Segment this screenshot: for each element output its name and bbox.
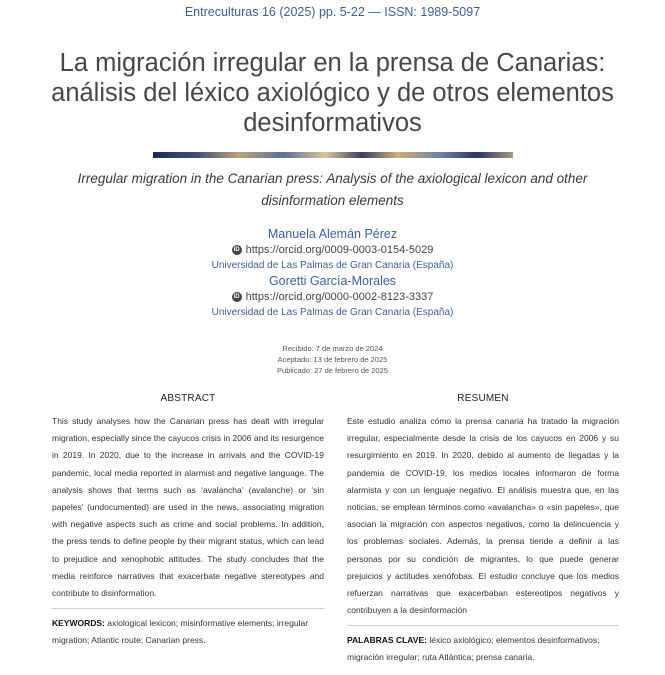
resumen-text: Este estudio analiza cómo la prensa canaria ha tratado la migración irregular, especialmente desde la crisis de los cayucos en 2006 y su resurgimiento en 2019. In 2020, debido al aumento de llegadas y la pandemia de COVID-19, los medios locales informaron de forma alarmista y con un lenguaje negativo. El análisis muestra que, en las noticias, se emplean términos como «avalancha» o «sin papeles», que asocian la migración con aspectos negativos, como la delincuencia y los problemas sociales. Además, la prensa tiende a definir a las personas por su condición de migrantes, lo que puede generar prejuicios y actitudes xenófobas. El estudio concluye que los medios refuerzan narrativas que exacerbaban estereotipos negativos y contribuyen a la desinformación [347,416,619,616]
abstract-heading: ABSTRACT [160,393,216,404]
received-date: Recibido: 7 de marzo de 2024 [282,344,383,353]
author-affiliation: Universidad de Las Palmas de Gran Canaria (España) [211,260,454,271]
orcid-icon: iD [233,294,240,300]
decorative-banner [153,152,513,158]
title-line: La migración irregular en la prensa de Canarias: [59,49,606,77]
english-title [20,168,645,212]
author-name: Manuela Alemán Pérez [267,227,398,241]
author-block [0,273,665,320]
author-name: Goretti García-Morales [268,274,397,288]
palabras-clave-list: léxico axiológico; elementos desinformativos; migración irregular; ruta Atlántica; prensa canaria. [347,635,600,663]
keywords-label: KEYWORDS: [52,618,105,629]
article-title [20,48,645,138]
journal-header: Entreculturas 16 (2025) pp. 5-22 — ISSN: 1989-5097 [184,5,481,19]
author-affiliation: Universidad de Las Palmas de Gran Canaria (España) [211,307,454,318]
abstract-column [52,393,324,649]
orcid-link[interactable]: https://orcid.org/0000-0002-8123-3337 [245,291,434,303]
author-block [0,226,665,273]
orcid-link[interactable]: https://orcid.org/0009-0003-0154-5029 [245,244,434,256]
resumen-heading: RESUMEN [457,393,509,404]
accepted-date: Aceptado: 13 de febrero de 2025 [277,355,388,364]
abstract-text: This study analyses how the Canarian press has dealt with irregular migration, especially since the cayucos crisis in 2006 and its resurgence in 2019. In 2020, due to the increase in arrivals and the COVID-19 pandemic, local media reported in alarmist and negative language. The analysis shows that terms such as ‘avalancha’ (avalanche) or ‘sin papeles’ (undocumented) are used in the news, associating migration with negative aspects such as crime and social problems. In addition, the press tends to define people by their migrant status, which can lead to prejudice and xenophobic attitudes. The study concludes that the media reinforce narratives that exacerbate negative stereotypes and contribute to disinformation. [52,416,324,599]
subtitle-line: Irregular migration in the Canarian press: Analysis of the axiological lexicon and other [77,171,588,186]
subtitle-line: disinformation elements [261,193,404,208]
keywords-list: axiological lexicon; misinformative elements; irregular migration; Atlantic route; Canarian press. [52,618,309,646]
title-line: desinformativos [243,109,422,137]
published-date: Publicado: 27 de febrero de 2025 [277,366,388,375]
palabras-clave [347,625,619,666]
title-line: análisis del léxico axiológico y de otros elementos [51,79,614,107]
orcid-icon: iD [233,247,240,253]
palabras-clave-label: PALABRAS CLAVE: [347,635,427,646]
orcid-line[interactable] [0,289,665,305]
resumen-column [347,393,619,666]
publication-dates [0,343,665,376]
keywords [52,608,324,649]
orcid-line[interactable] [0,242,665,258]
